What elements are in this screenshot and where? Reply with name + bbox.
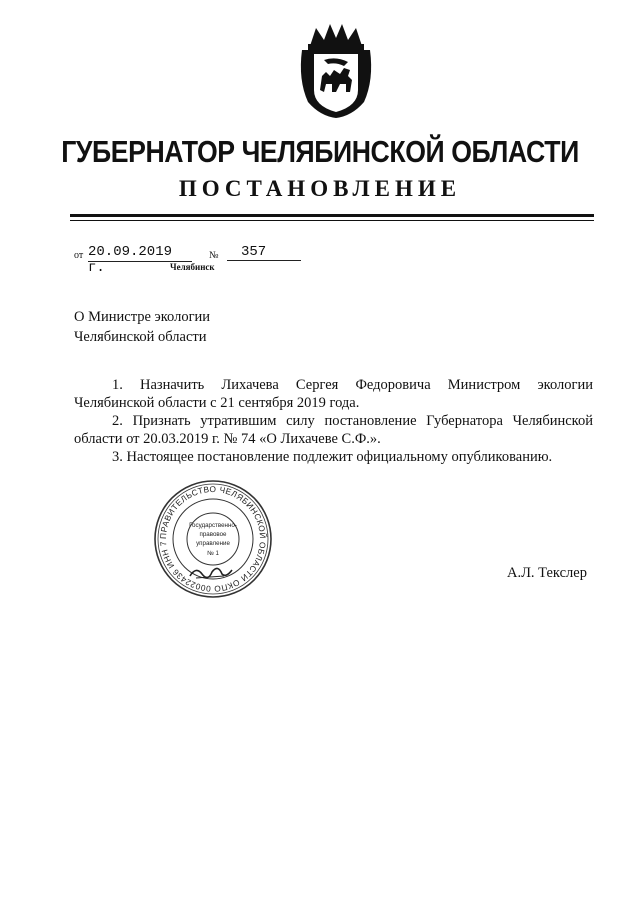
subject-line: О Министре экологии bbox=[74, 309, 211, 325]
document-type: ПОСТАНОВЛЕНИЕ bbox=[178, 176, 462, 201]
subject-line: Челябинской области bbox=[74, 329, 207, 345]
document-number: 357 bbox=[227, 244, 301, 261]
document-city: Челябинск bbox=[170, 262, 215, 272]
signer-name: А.Л. Текслер bbox=[507, 565, 587, 581]
date-prefix: от bbox=[74, 250, 84, 261]
coat-of-arms-emblem bbox=[296, 20, 376, 120]
body-item: 1. Назначить Лихачева Сергея Федоровича Министром экологии Челябинской области с 21 сентября 2019 года. bbox=[74, 377, 593, 411]
seal-center-text: правовое bbox=[199, 531, 227, 538]
page-title: ГУБЕРНАТОР ЧЕЛЯБИНСКОЙ ОБЛАСТИ bbox=[61, 134, 579, 169]
seal-ring-text: ПРАВИТЕЛЬСТВО ЧЕЛЯБИНСКОЙ ОБЛАСТИ ОКПО 00022436 ИНН 7 bbox=[157, 483, 269, 595]
official-seal bbox=[152, 478, 274, 600]
number-label: № bbox=[209, 250, 219, 261]
body-item: 2. Признать утратившим силу постановление Губернатора Челябинской области от 20.03.2019 г. № 74 «О Лихачеве С.Ф.». bbox=[74, 413, 593, 447]
seal-center-text: Государственно- bbox=[189, 522, 237, 529]
document-subject bbox=[74, 307, 210, 347]
header-divider-thin bbox=[70, 220, 594, 221]
body-item: 3. Настоящее постановление подлежит официальному опубликованию. bbox=[112, 449, 553, 465]
seal-center-text: управление bbox=[196, 540, 230, 547]
seal-center-text: № 1 bbox=[207, 550, 219, 557]
document-body bbox=[74, 376, 593, 466]
header-divider bbox=[70, 214, 594, 217]
document-date: 20.09.2019 г. bbox=[88, 244, 192, 262]
